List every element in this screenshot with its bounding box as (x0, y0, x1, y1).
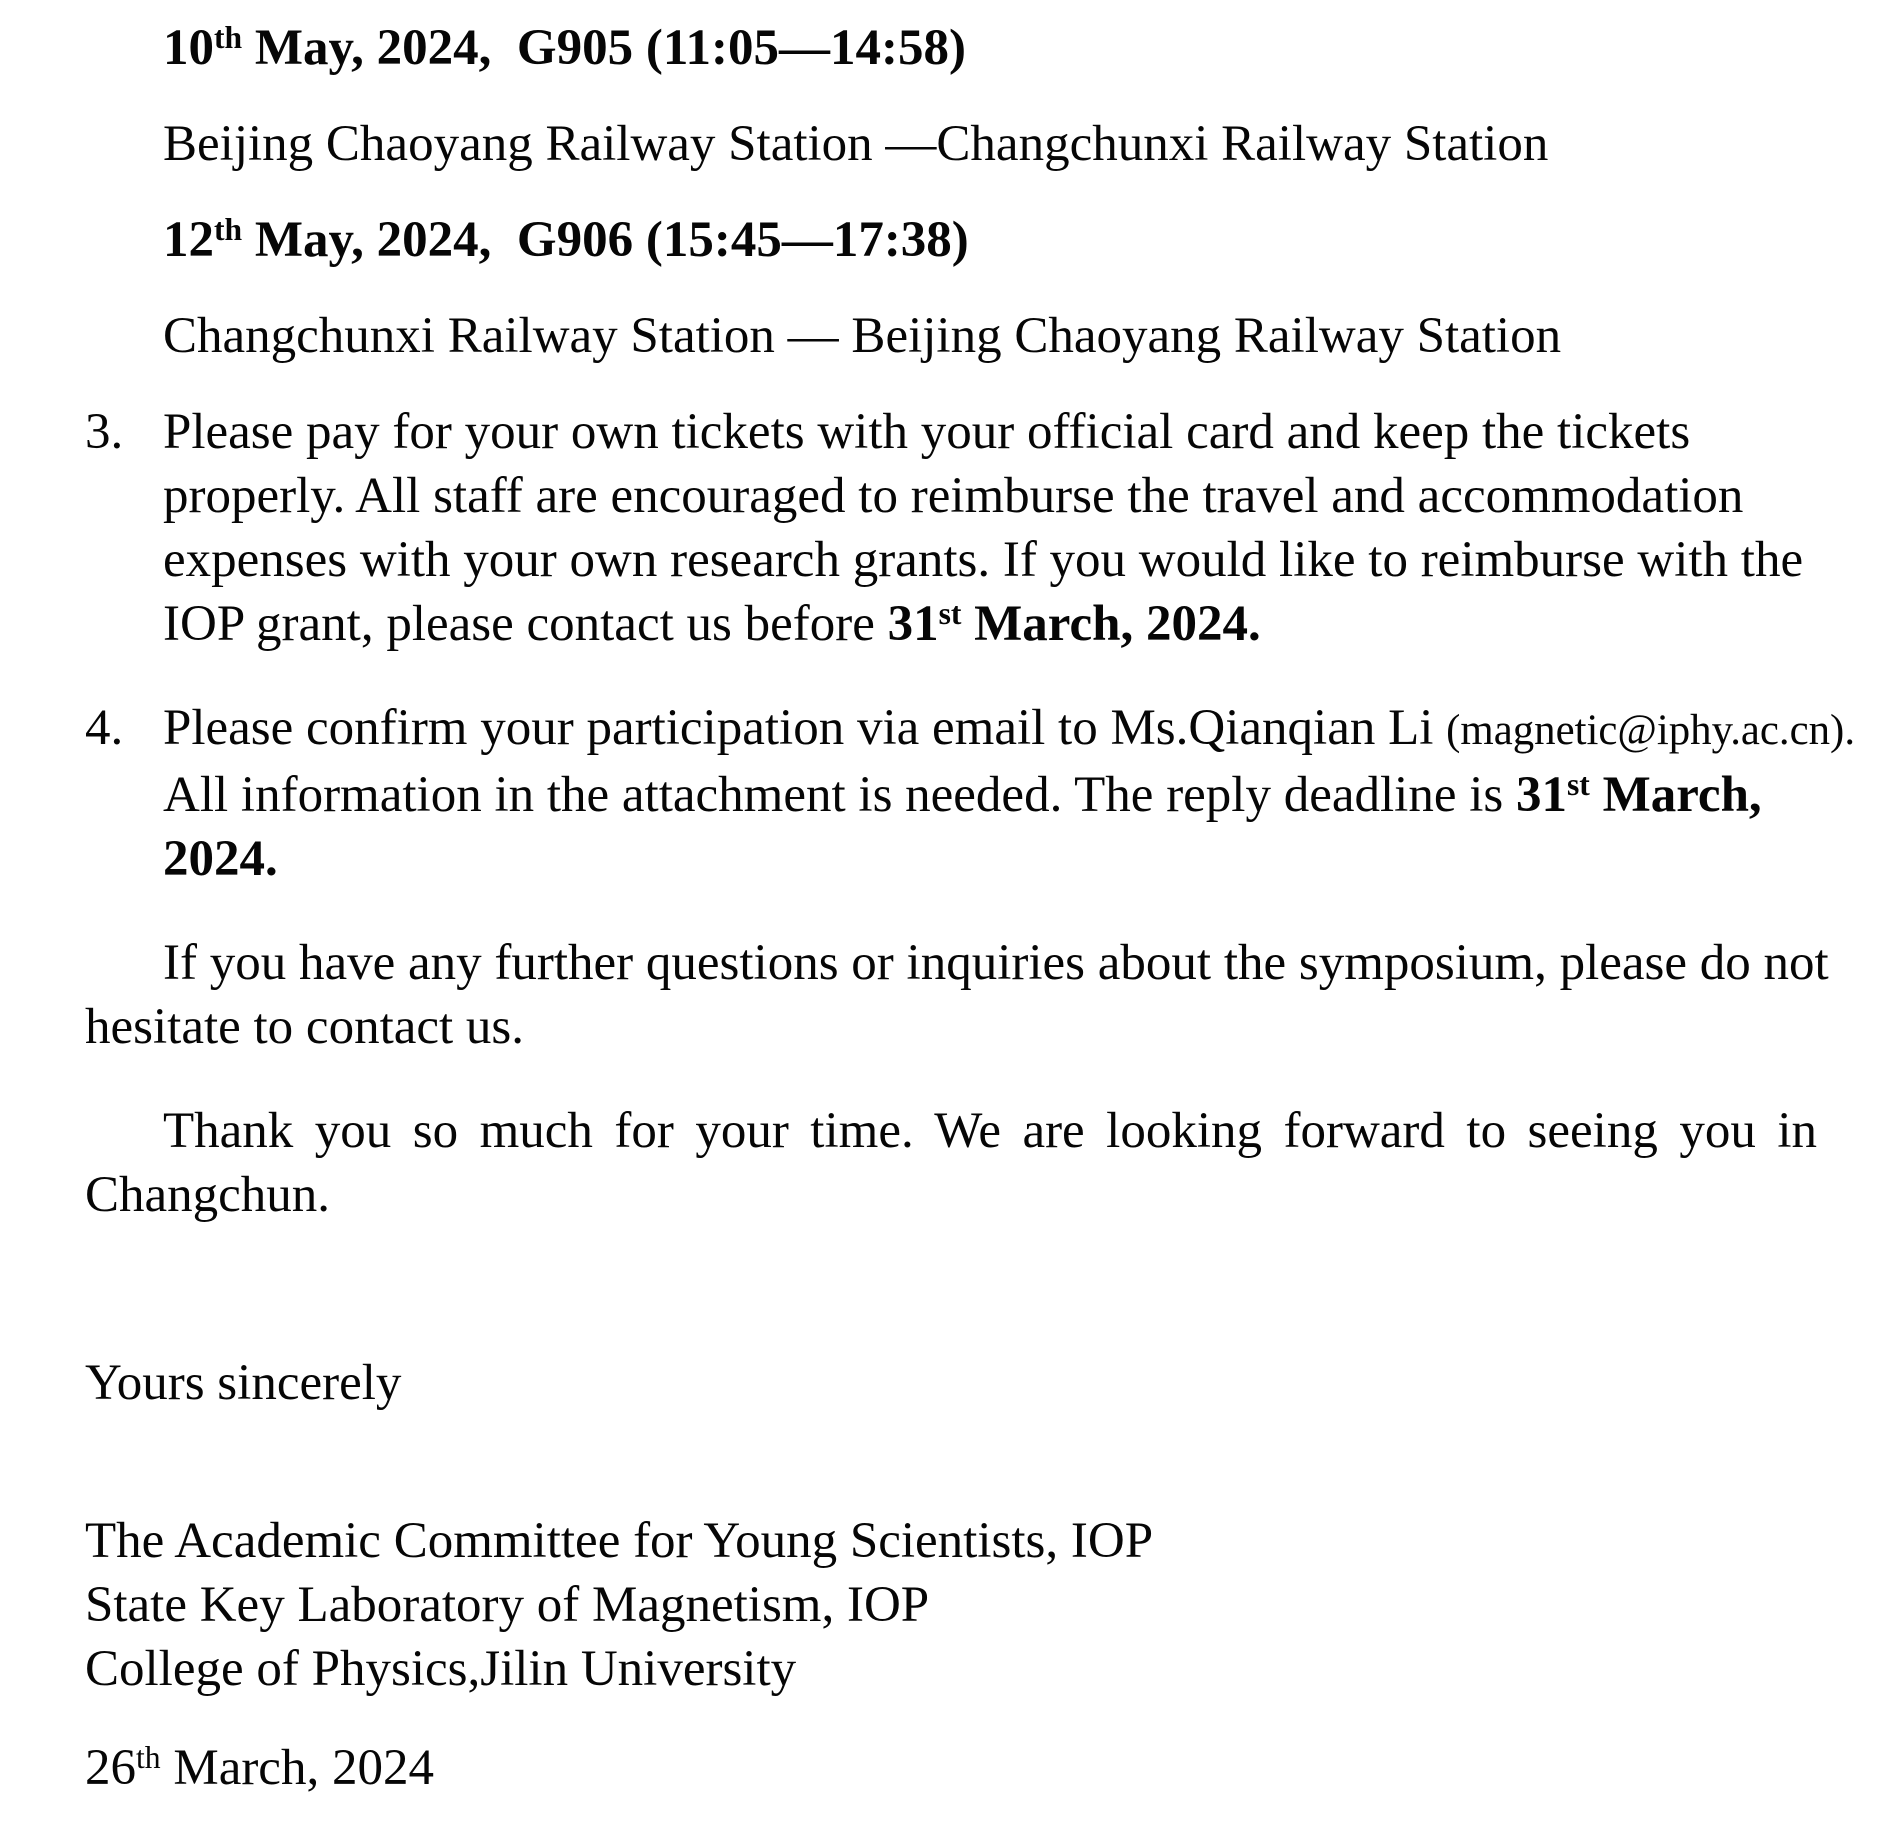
signature-block (85, 1509, 1817, 1701)
closing-line: Yours sincerely (85, 1355, 402, 1411)
deadline-rest: March, 2024. (961, 596, 1261, 652)
list-item-3-number: 3. (85, 404, 124, 460)
list-item-3-line-4 (163, 592, 1817, 656)
contact-paragraph (85, 931, 1829, 1059)
list-item-4 (85, 696, 1856, 891)
trip1-route-line: Beijing Chaoyang Railway Station —Changchunxi Railway Station (163, 116, 1549, 172)
ordinal-suffix: th (136, 1739, 161, 1775)
ordinal-suffix: th (214, 211, 243, 247)
trip1-train-info: May, 2024, G905 (11:05—14:58) (242, 20, 966, 76)
trip1-day: 10 (163, 20, 214, 76)
list-item-4-line-2 (163, 763, 1817, 827)
list-item-3 (85, 400, 1817, 656)
email-address: (magnetic@iphy.ac.cn). (1446, 707, 1856, 754)
list-item-4-number: 4. (85, 700, 124, 756)
deadline-day: 31 (1516, 767, 1567, 823)
trip1-date-line (163, 16, 1817, 80)
deadline-day: 31 (887, 596, 939, 652)
list-item-4-line-1-text: Please confirm your participation via email to Ms.Qianqian Li (163, 700, 1447, 756)
date-day: 26 (85, 1740, 136, 1796)
list-item-3-line-3: expenses with your own research grants. If you would like to reimburse with the (163, 532, 1804, 588)
signature-line-3: College of Physics,Jilin University (85, 1641, 797, 1697)
trip2-day: 12 (163, 212, 214, 268)
deadline-rest: March, (1589, 767, 1762, 823)
thanks-paragraph (85, 1099, 1817, 1227)
ordinal-suffix: th (214, 19, 243, 55)
list-item-4-line-3: 2024. (163, 831, 278, 887)
contact-paragraph-line-2: hesitate to contact us. (85, 999, 525, 1055)
list-item-4-line-1 (163, 696, 1856, 763)
contact-paragraph-line-1: If you have any further questions or inquiries about the symposium, please do not (163, 935, 1829, 991)
list-item-3-line-2: properly. All staff are encouraged to reimburse the travel and accommodation (163, 468, 1744, 524)
date-line (85, 1736, 1817, 1800)
signature-line-1: The Academic Committee for Young Scientists, IOP (85, 1513, 1154, 1569)
list-item-3-line-1: Please pay for your own tickets with your official card and keep the tickets (163, 404, 1691, 460)
trip2-route-line: Changchunxi Railway Station — Beijing Chaoyang Railway Station (163, 308, 1562, 364)
signature-line-2: State Key Laboratory of Magnetism, IOP (85, 1577, 930, 1633)
ordinal-suffix: st (1567, 766, 1590, 802)
list-item-4-line-2-text: All information in the attachment is needed. The reply deadline is (163, 767, 1516, 823)
list-item-4-body (163, 696, 1856, 891)
ordinal-suffix: st (938, 595, 962, 631)
list-item-3-line-4-text: IOP grant, please contact us before (163, 596, 888, 652)
date-rest: March, 2024 (160, 1740, 434, 1796)
thanks-paragraph-line-2: Changchun. (85, 1167, 331, 1223)
thanks-paragraph-line-1: Thank you so much for your time. We are looking forward to seeing you in (163, 1103, 1817, 1159)
trip2-date-line (163, 208, 1817, 272)
list-item-3-body (163, 400, 1817, 656)
trip2-train-info: May, 2024, G906 (15:45—17:38) (242, 212, 969, 268)
